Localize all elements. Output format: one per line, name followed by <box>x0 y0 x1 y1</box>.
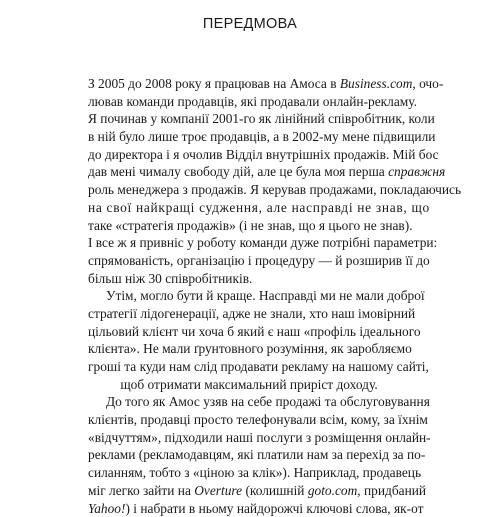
text-line: гроші та куди нам слід продавати рекламу на нашому сайті, <box>88 358 410 376</box>
body-text <box>88 75 410 517</box>
text-line: в ній було лише троє продавців, а в 2002-му мене підвищили <box>88 128 410 146</box>
text-line: цільовий клієнт чи хоча б який є наш «профіль ідеального <box>88 323 410 341</box>
text-line: «відчуттям», підходили наші послуги з розміщення онлайн- <box>88 429 410 447</box>
text-line: Я починав у компанії 2001-го як лінійний співробітник, коли <box>88 110 410 128</box>
text-line: До того як Амос узяв на себе продажі та обслуговування <box>88 393 410 411</box>
page-title: ПЕРЕДМОВА <box>0 16 500 32</box>
text-line: стратегії лідогенерації, адже не знали, хто наш імовірний <box>88 305 410 323</box>
text-line: роль менеджера з продажів. Я керував продажами, покладаючись <box>88 181 410 199</box>
text-line: дав мені чималу свободу дій, але це була моя перша справжня <box>88 163 410 181</box>
text-line: реклами (рекламодавцям, які платили нам за перехід за по- <box>88 446 410 464</box>
text-line: Yahoo!) і набрати в ньому найдорожчі ключові слова, як-от <box>88 500 410 517</box>
text-line: клієнтів, продавці просто телефонували всім, кому, за їхнім <box>88 411 410 429</box>
text-line: до директора і я очолив Відділ внутрішніх продажів. Мій бос <box>88 146 410 164</box>
text-line: спрямованість, організацію і процедуру — й розширив її до <box>88 252 410 270</box>
text-line: Утім, могло бути й краще. Насправді ми не мали доброї <box>88 287 410 305</box>
text-line: лював команди продавців, які продавали онлайн-рекламу. <box>88 93 410 111</box>
text-line: щоб отримати максимальний приріст доходу. <box>88 376 410 394</box>
text-line: таке «стратегія продажів» (і не знав, що я цього не знав). <box>88 217 410 235</box>
text-line: на свої найкращі судження, але насправді не знав, що <box>88 199 410 217</box>
text-line: міг легко зайти на Overture (колишній goto.com, придбаний <box>88 482 410 500</box>
text-line: більш ніж 30 співробітників. <box>88 270 410 288</box>
text-line: силанням, тобто з «ціною за клік»). Наприклад, продавець <box>88 464 410 482</box>
text-line: клієнта». Не мали ґрунтовного розуміння, як заробляємо <box>88 340 410 358</box>
text-line: І все ж я привніс у роботу команди дуже потрібні параметри: <box>88 234 410 252</box>
text-line: З 2005 до 2008 року я працював на Амоса в Business.com, очо- <box>88 75 410 93</box>
